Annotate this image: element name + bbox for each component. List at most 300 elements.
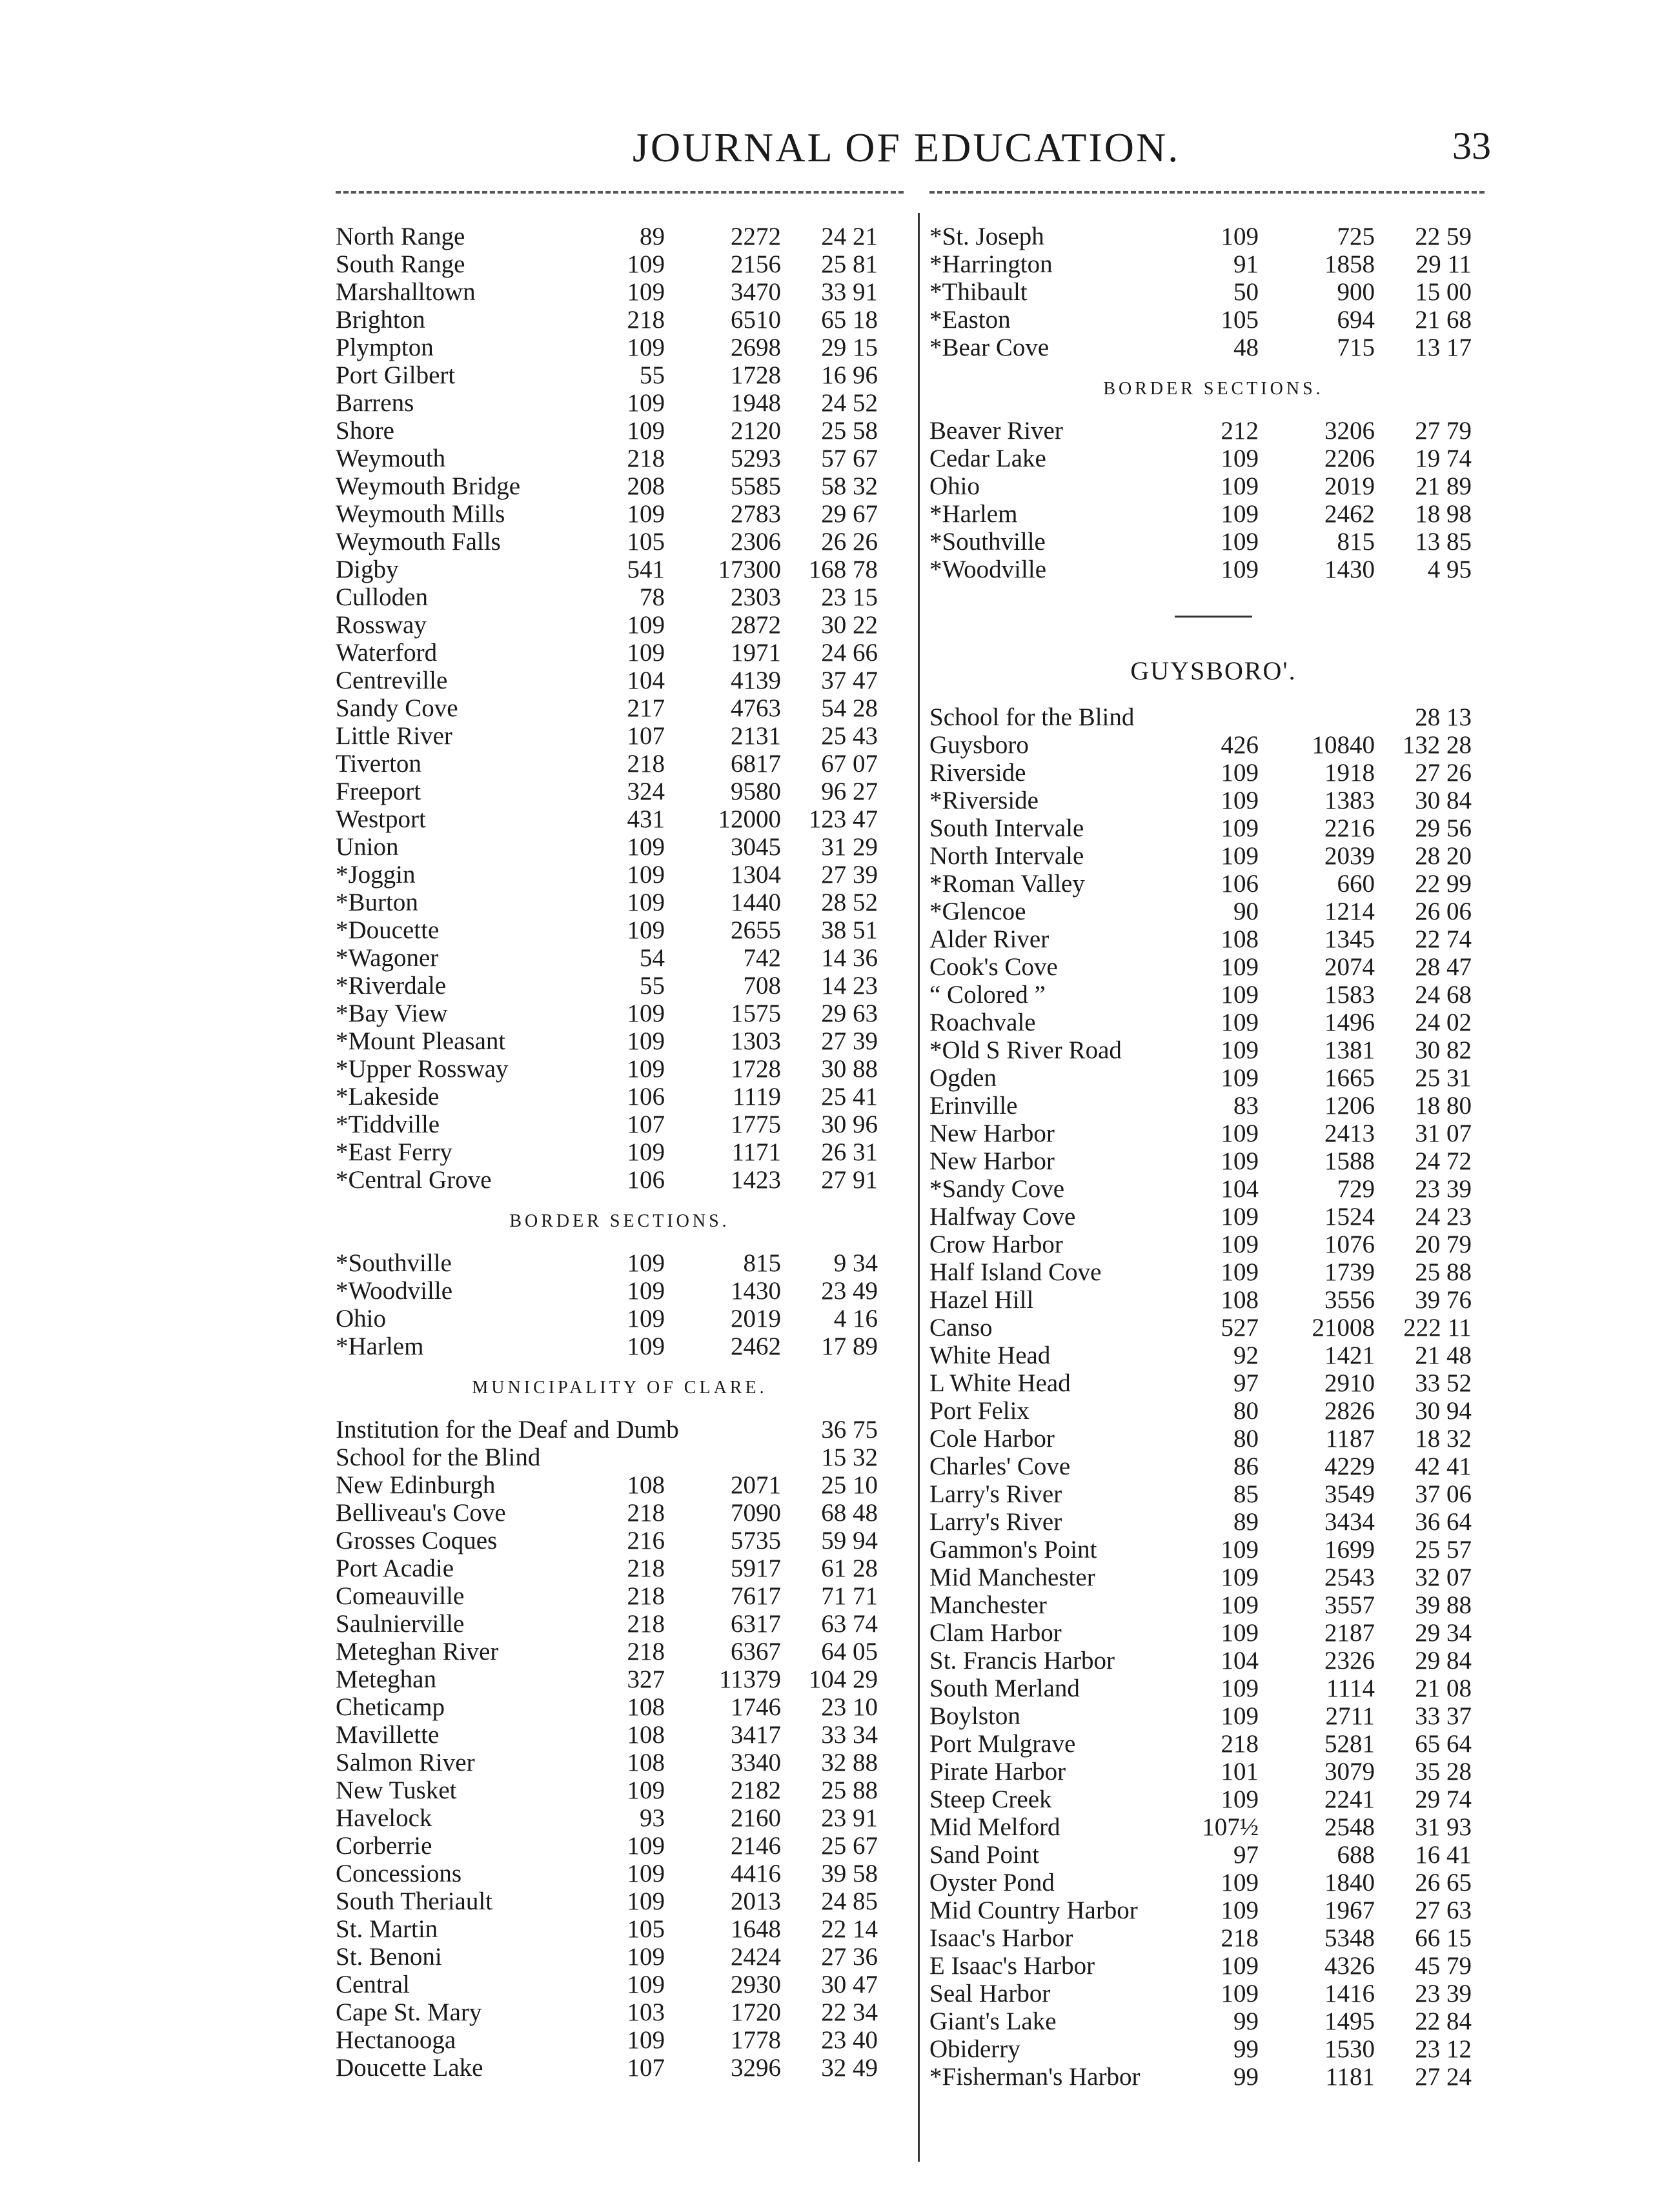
section-name: Port Gilbert — [336, 361, 456, 389]
days-value: 93 — [640, 1804, 665, 1832]
days-value: 92 — [1233, 1342, 1259, 1369]
section-name: South Theriault — [336, 1887, 493, 1915]
attendance-value: 742 — [743, 944, 781, 972]
table-row — [336, 611, 904, 639]
amount-value: 37 06 — [1415, 1480, 1472, 1508]
attendance-value: 2326 — [1324, 1647, 1375, 1674]
days-value: 109 — [1221, 528, 1259, 556]
section-name: *Southville — [336, 1249, 452, 1277]
days-value: 109 — [1221, 1952, 1259, 1980]
section-name: Isaac's Harbor — [929, 1924, 1073, 1952]
section-name: Halfway Cove — [929, 1203, 1076, 1231]
amount-value: 27 91 — [821, 1166, 878, 1194]
amount-value: 27 39 — [821, 861, 878, 889]
attendance-value: 3470 — [731, 278, 781, 306]
days-value: 109 — [627, 1305, 665, 1332]
attendance-value: 1858 — [1324, 250, 1375, 278]
amount-value: 38 51 — [821, 916, 878, 944]
column-divider — [918, 213, 920, 2162]
attendance-value: 5348 — [1324, 1924, 1375, 1952]
section-name: Cape St. Mary — [336, 1998, 482, 2026]
days-value: 109 — [1221, 759, 1259, 787]
days-value: 109 — [1221, 1009, 1259, 1036]
table-row — [336, 1055, 904, 1083]
table-row — [929, 1563, 1497, 1591]
section-name: Culloden — [336, 583, 428, 611]
amount-value: 132 28 — [1402, 731, 1472, 759]
short-rule — [929, 583, 1497, 639]
section-name: *Harlem — [929, 500, 1018, 528]
attendance-value: 1496 — [1324, 1009, 1375, 1036]
attendance-value: 725 — [1337, 223, 1375, 250]
days-value: 109 — [627, 639, 665, 667]
amount-value: 24 23 — [1415, 1203, 1472, 1231]
amount-value: 14 23 — [821, 972, 878, 1000]
amount-value: 29 63 — [821, 1000, 878, 1027]
days-value: 99 — [1233, 2007, 1259, 2035]
amount-value: 30 84 — [1415, 787, 1472, 814]
section-name: Centreville — [336, 667, 448, 694]
section-name: *Bear Cove — [929, 334, 1049, 361]
days-value: 109 — [1221, 1203, 1259, 1231]
days-value: 106 — [1221, 870, 1259, 898]
attendance-value: 5281 — [1324, 1730, 1375, 1758]
amount-value: 25 81 — [821, 250, 878, 278]
table-row — [336, 1665, 904, 1693]
section-name: Sand Point — [929, 1841, 1040, 1869]
section-name: Larry's River — [929, 1480, 1062, 1508]
attendance-value: 1699 — [1324, 1536, 1375, 1563]
days-value: 109 — [1221, 1536, 1259, 1563]
section-name: Belliveau's Cove — [336, 1499, 506, 1527]
table-row — [929, 1896, 1497, 1924]
days-value: 431 — [627, 805, 665, 833]
table-row — [336, 1305, 904, 1332]
amount-value: 26 26 — [821, 528, 878, 556]
amount-value: 33 52 — [1415, 1369, 1472, 1397]
section-name: Weymouth Falls — [336, 528, 501, 556]
days-value: 55 — [640, 361, 665, 389]
attendance-value: 1214 — [1324, 898, 1375, 925]
section-name: Seal Harbor — [929, 1980, 1051, 2007]
table-row — [336, 1443, 904, 1471]
table-row — [336, 1471, 904, 1499]
attendance-value: 21008 — [1312, 1314, 1375, 1342]
amount-value: 18 80 — [1415, 1092, 1472, 1120]
days-value: 80 — [1233, 1397, 1259, 1425]
section-name: *Woodville — [929, 556, 1047, 583]
days-value: 426 — [1221, 731, 1259, 759]
attendance-value: 2413 — [1324, 1120, 1375, 1147]
days-value: 218 — [1221, 1924, 1259, 1952]
attendance-value: 660 — [1337, 870, 1375, 898]
amount-value: 24 66 — [821, 639, 878, 667]
days-value: 218 — [627, 1610, 665, 1638]
amount-value: 54 28 — [821, 694, 878, 722]
section-name: *Riverside — [929, 787, 1039, 814]
section-name: *Roman Valley — [929, 870, 1085, 898]
attendance-value: 1181 — [1325, 2063, 1375, 2091]
section-name: White Head — [929, 1342, 1051, 1369]
attendance-value: 1345 — [1324, 925, 1375, 953]
days-value: 105 — [1221, 306, 1259, 334]
section-name: Marshalltown — [336, 278, 476, 306]
days-value: 86 — [1233, 1453, 1259, 1480]
table-row — [929, 1453, 1497, 1480]
days-value: 109 — [1221, 842, 1259, 870]
attendance-value: 1948 — [731, 389, 781, 417]
running-header: JOURNAL OF EDUCATION. — [633, 125, 1181, 170]
amount-value: 22 84 — [1415, 2007, 1472, 2035]
table-row — [929, 1092, 1497, 1120]
section-name: St. Benoni — [336, 1943, 442, 1971]
table-row — [929, 953, 1497, 981]
section-name: Steep Creek — [929, 1785, 1052, 1813]
top-rule-right — [929, 191, 1485, 194]
table-row — [929, 1036, 1497, 1064]
section-name: “ Colored ” — [929, 981, 1046, 1009]
table-row — [929, 1813, 1497, 1841]
days-value: 109 — [627, 1249, 665, 1277]
table-row — [336, 472, 904, 500]
attendance-value: 2424 — [731, 1943, 781, 1971]
amount-value: 25 58 — [821, 417, 878, 445]
days-value: 99 — [1233, 2035, 1259, 2063]
table-row — [336, 445, 904, 472]
section-name: *Glencoe — [929, 898, 1026, 925]
table-row — [929, 1869, 1497, 1896]
section-name: Concessions — [336, 1860, 461, 1887]
section-name: Guysboro — [929, 731, 1029, 759]
section-name: St. Martin — [336, 1915, 438, 1943]
attendance-value: 7617 — [731, 1582, 781, 1610]
amount-value: 29 34 — [1415, 1619, 1472, 1647]
amount-value: 22 59 — [1415, 223, 1472, 250]
section-name: Port Felix — [929, 1397, 1029, 1425]
table-row — [929, 1924, 1497, 1952]
attendance-value: 1728 — [731, 1055, 781, 1083]
days-value: 327 — [627, 1665, 665, 1693]
days-value: 97 — [1233, 1369, 1259, 1397]
table-row — [336, 1638, 904, 1665]
attendance-value: 7090 — [731, 1499, 781, 1527]
attendance-value: 1720 — [731, 1998, 781, 2026]
days-value: 109 — [627, 1971, 665, 1998]
section-name: New Tusket — [336, 1776, 457, 1804]
days-value: 85 — [1233, 1480, 1259, 1508]
attendance-value: 2272 — [731, 223, 781, 250]
attendance-value: 3557 — [1324, 1591, 1375, 1619]
attendance-value: 715 — [1337, 334, 1375, 361]
amount-value: 27 39 — [821, 1027, 878, 1055]
attendance-value: 4139 — [731, 667, 781, 694]
section-heading: MUNICIPALITY OF CLARE. — [472, 1378, 767, 1398]
table-row — [929, 223, 1497, 250]
table-row — [929, 306, 1497, 334]
amount-value: 25 67 — [821, 1832, 878, 1860]
attendance-value: 2303 — [731, 583, 781, 611]
section-name: *Joggin — [336, 861, 416, 889]
days-value: 218 — [1221, 1730, 1259, 1758]
table-row — [929, 2007, 1497, 2035]
attendance-value: 6367 — [731, 1638, 781, 1665]
amount-value: 30 82 — [1415, 1036, 1472, 1064]
section-name: Mid Manchester — [929, 1563, 1095, 1591]
amount-value: 28 52 — [821, 889, 878, 916]
table-row — [929, 1674, 1497, 1702]
amount-value: 4 95 — [1427, 556, 1472, 583]
amount-value: 22 74 — [1415, 925, 1472, 953]
attendance-value: 1971 — [731, 639, 781, 667]
days-value: 109 — [627, 1887, 665, 1915]
section-name: *Mount Pleasant — [336, 1027, 506, 1055]
days-value: 109 — [1221, 445, 1259, 472]
amount-value: 59 94 — [821, 1527, 878, 1554]
amount-value: 18 98 — [1415, 500, 1472, 528]
attendance-value: 1918 — [1324, 759, 1375, 787]
table-row — [929, 556, 1497, 583]
days-value: 109 — [1221, 1702, 1259, 1730]
days-value: 108 — [627, 1721, 665, 1749]
attendance-value: 1206 — [1324, 1092, 1375, 1120]
table-row — [336, 805, 904, 833]
table-row — [929, 445, 1497, 472]
attendance-value: 708 — [743, 972, 781, 1000]
section-name: Canso — [929, 1314, 993, 1342]
attendance-value: 2019 — [1324, 472, 1375, 500]
days-value: 109 — [1221, 1619, 1259, 1647]
attendance-value: 3079 — [1324, 1758, 1375, 1785]
days-value: 109 — [1221, 953, 1259, 981]
attendance-value: 900 — [1337, 278, 1375, 306]
days-value: 104 — [627, 667, 665, 694]
table-row — [929, 1980, 1497, 2007]
days-value: 109 — [627, 1776, 665, 1804]
table-row — [336, 916, 904, 944]
table-row — [929, 1147, 1497, 1175]
table-row — [929, 250, 1497, 278]
days-value: 109 — [1221, 1896, 1259, 1924]
attendance-value: 1588 — [1324, 1147, 1375, 1175]
attendance-value: 9580 — [731, 778, 781, 805]
section-name: Ogden — [929, 1064, 997, 1092]
days-value: 78 — [640, 583, 665, 611]
days-value: 109 — [627, 889, 665, 916]
section-name: Mid Country Harbor — [929, 1896, 1138, 1924]
amount-value: 21 68 — [1415, 306, 1472, 334]
table-row — [336, 583, 904, 611]
section-name: Rossway — [336, 611, 427, 639]
amount-value: 39 58 — [821, 1860, 878, 1887]
section-name: Havelock — [336, 1804, 432, 1832]
section-name: Hectanooga — [336, 2026, 456, 2054]
section-name: Shore — [336, 417, 394, 445]
amount-value: 30 94 — [1415, 1397, 1472, 1425]
section-name: Union — [336, 833, 399, 861]
table-row — [336, 778, 904, 805]
table-row — [336, 389, 904, 417]
amount-value: 67 07 — [821, 750, 878, 778]
table-row — [336, 1860, 904, 1887]
attendance-value: 1430 — [731, 1277, 781, 1305]
table-row — [336, 306, 904, 334]
table-row — [929, 842, 1497, 870]
days-value: 527 — [1221, 1314, 1259, 1342]
section-name: Salmon River — [336, 1749, 475, 1776]
attendance-value: 2039 — [1324, 842, 1375, 870]
amount-value: 29 15 — [821, 334, 878, 361]
section-name: *Upper Rossway — [336, 1055, 509, 1083]
left-column — [336, 223, 904, 2082]
section-name: Westport — [336, 805, 426, 833]
right-column — [929, 223, 1497, 2091]
attendance-value: 5585 — [731, 472, 781, 500]
attendance-value: 4763 — [731, 694, 781, 722]
days-value: 109 — [627, 916, 665, 944]
amount-value: 31 93 — [1415, 1813, 1472, 1841]
attendance-value: 1746 — [731, 1693, 781, 1721]
attendance-value: 2462 — [731, 1332, 781, 1360]
attendance-value: 3296 — [731, 2054, 781, 2082]
table-row — [929, 1342, 1497, 1369]
days-value: 109 — [627, 2026, 665, 2054]
amount-value: 36 64 — [1415, 1508, 1472, 1536]
section-name: Roachvale — [929, 1009, 1036, 1036]
days-value: 109 — [1221, 1231, 1259, 1258]
amount-value: 29 74 — [1415, 1785, 1472, 1813]
amount-value: 23 15 — [821, 583, 878, 611]
attendance-value: 1076 — [1324, 1231, 1375, 1258]
section-name: Little River — [336, 722, 452, 750]
days-value: 91 — [1233, 250, 1259, 278]
days-value: 218 — [627, 1499, 665, 1527]
attendance-value: 1778 — [731, 2026, 781, 2054]
section-name: Plympton — [336, 334, 434, 361]
table-row — [336, 1887, 904, 1915]
amount-value: 16 41 — [1415, 1841, 1472, 1869]
amount-value: 96 27 — [821, 778, 878, 805]
amount-value: 28 47 — [1415, 953, 1472, 981]
section-name: E Isaac's Harbor — [929, 1952, 1095, 1980]
attendance-value: 2131 — [731, 722, 781, 750]
amount-value: 45 79 — [1415, 1952, 1472, 1980]
days-value: 109 — [627, 833, 665, 861]
amount-value: 23 91 — [821, 1804, 878, 1832]
section-name: New Edinburgh — [336, 1471, 496, 1499]
section-name: Ohio — [929, 472, 980, 500]
amount-value: 27 24 — [1415, 2063, 1472, 2091]
section-name: School for the Blind — [336, 1443, 541, 1471]
amount-value: 58 32 — [821, 472, 878, 500]
amount-value: 21 08 — [1415, 1674, 1472, 1702]
table-row — [336, 361, 904, 389]
amount-value: 13 85 — [1415, 528, 1472, 556]
amount-value: 28 13 — [1415, 703, 1472, 731]
amount-value: 15 32 — [821, 1443, 878, 1471]
section-name: Brighton — [336, 306, 425, 334]
days-value: 109 — [1221, 1674, 1259, 1702]
days-value: 212 — [1221, 417, 1259, 445]
attendance-value: 17300 — [718, 556, 781, 583]
section-name: Alder River — [929, 925, 1049, 953]
days-value: 48 — [1233, 334, 1259, 361]
section-name: Manchester — [929, 1591, 1047, 1619]
attendance-value: 2543 — [1324, 1563, 1375, 1591]
amount-value: 23 49 — [821, 1277, 878, 1305]
amount-value: 22 34 — [821, 1998, 878, 2026]
table-row — [336, 722, 904, 750]
amount-value: 29 11 — [1415, 250, 1472, 278]
table-row — [336, 889, 904, 916]
amount-value: 25 88 — [1415, 1258, 1472, 1286]
table-row — [336, 223, 904, 250]
days-value: 218 — [627, 1554, 665, 1582]
days-value: 89 — [640, 223, 665, 250]
table-row — [336, 1027, 904, 1055]
attendance-value: 2013 — [731, 1887, 781, 1915]
section-name: Central — [336, 1971, 410, 1998]
table-row — [929, 1841, 1497, 1869]
attendance-value: 2216 — [1324, 814, 1375, 842]
days-value: 109 — [1221, 981, 1259, 1009]
attendance-value: 1383 — [1324, 787, 1375, 814]
attendance-value: 1495 — [1324, 2007, 1375, 2035]
days-value: 99 — [1233, 2063, 1259, 2091]
amount-value: 24 52 — [821, 389, 878, 417]
table-row — [336, 1971, 904, 1998]
table-row — [929, 1203, 1497, 1231]
amount-value: 26 06 — [1415, 898, 1472, 925]
days-value: 109 — [1221, 1980, 1259, 2007]
table-row — [336, 694, 904, 722]
attendance-value: 3556 — [1324, 1286, 1375, 1314]
table-row — [929, 981, 1497, 1009]
days-value: 90 — [1233, 898, 1259, 925]
amount-value: 13 17 — [1415, 334, 1472, 361]
section-name: South Intervale — [929, 814, 1084, 842]
attendance-value: 5735 — [731, 1527, 781, 1554]
section-name: Mid Melford — [929, 1813, 1060, 1841]
section-name: Cole Harbor — [929, 1425, 1055, 1453]
table-row — [929, 1508, 1497, 1536]
section-name: *Easton — [929, 306, 1011, 334]
table-row — [336, 417, 904, 445]
days-value: 101 — [1221, 1758, 1259, 1785]
section-name: *Lakeside — [336, 1083, 440, 1111]
section-name: *Thibault — [929, 278, 1028, 306]
attendance-value: 1114 — [1326, 1674, 1375, 1702]
amount-value: 64 05 — [821, 1638, 878, 1665]
table-row — [336, 1249, 904, 1277]
top-rule-left — [336, 191, 904, 194]
section-name: Ohio — [336, 1305, 386, 1332]
days-value: 109 — [627, 1055, 665, 1083]
table-row — [929, 1286, 1497, 1314]
attendance-value: 4416 — [731, 1860, 781, 1887]
table-row — [929, 500, 1497, 528]
section-name: Gammon's Point — [929, 1536, 1097, 1563]
attendance-value: 815 — [1337, 528, 1375, 556]
days-value: 324 — [627, 778, 665, 805]
days-value: 104 — [1221, 1175, 1259, 1203]
section-name: Weymouth Mills — [336, 500, 505, 528]
amount-value: 24 68 — [1415, 981, 1472, 1009]
section-name: *Southville — [929, 528, 1046, 556]
section-name: *Fisherman's Harbor — [929, 2063, 1141, 2091]
attendance-value: 2182 — [731, 1776, 781, 1804]
table-row — [336, 1138, 904, 1166]
amount-value: 104 29 — [808, 1665, 878, 1693]
